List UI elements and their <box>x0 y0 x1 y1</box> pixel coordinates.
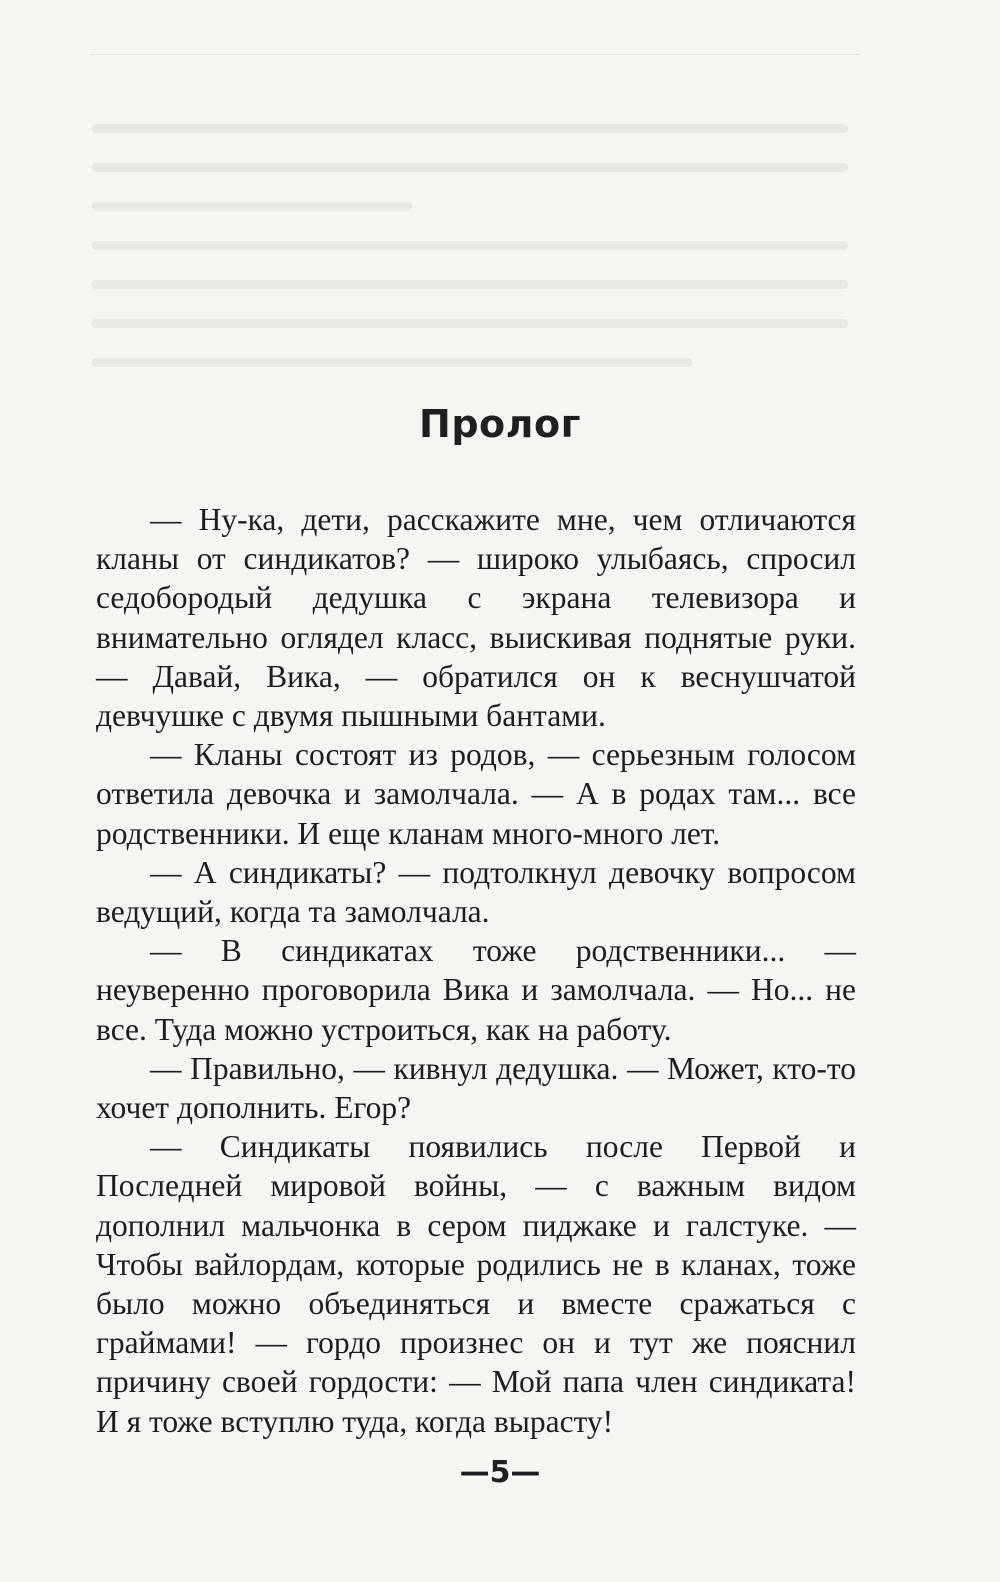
bleed-through-line <box>92 124 848 133</box>
bleed-through-line <box>92 163 848 172</box>
paragraph: — Синдикаты появились после Первой и Последней мировой войны, — с важным видом дополнил мальчонка в сером пиджаке и галстуке. — Чтобы вайлордам, которые родились не в кланах, тоже было можно объединяться и вместе сражаться с граймами! — гордо произнес он и тут же пояснил причину своей гордости: — Мой папа член синдиката! И я тоже вступлю туда, когда вырасту! <box>96 1129 856 1439</box>
paragraph: — Ну-ка, дети, расскажите мне, чем отличаются кланы от синдикатов? — широко улыбаясь, спросил седобородый дедушка с экрана телевизора и внимательно оглядел класс, выискивая поднятые руки. — Давай, Вика, — обратился он к веснушчатой девчушке с двумя пышными бантами. <box>96 502 856 734</box>
bleed-through-line <box>92 358 692 367</box>
paragraph: — А синдикаты? — подтолкнул девочку вопросом ведущий, когда та замолчала. <box>96 854 856 930</box>
bleed-through-line <box>92 319 848 328</box>
bleed-through-running-header <box>90 22 860 55</box>
chapter-body <box>96 500 856 1441</box>
paragraph: — Кланы состоят из родов, — серьезным голосом ответила девочка и замолчала. — А в родах там... все родственники. И еще кланам много-много лет. <box>96 737 856 851</box>
bleed-through-line <box>92 241 848 250</box>
bleed-through-line <box>92 280 848 289</box>
bleed-through-line <box>92 202 412 211</box>
paragraph: — Правильно, — кивнул дедушка. — Может, кто-то хочет дополнить. Егор? <box>96 1050 856 1126</box>
chapter-title: Пролог <box>419 402 581 446</box>
paragraph: — В синдикатах тоже родственники... — неуверенно проговорила Вика и замолчала. — Но... не все. Туда можно устроиться, как на работу. <box>96 933 856 1047</box>
page-number: —5— <box>459 1455 541 1490</box>
